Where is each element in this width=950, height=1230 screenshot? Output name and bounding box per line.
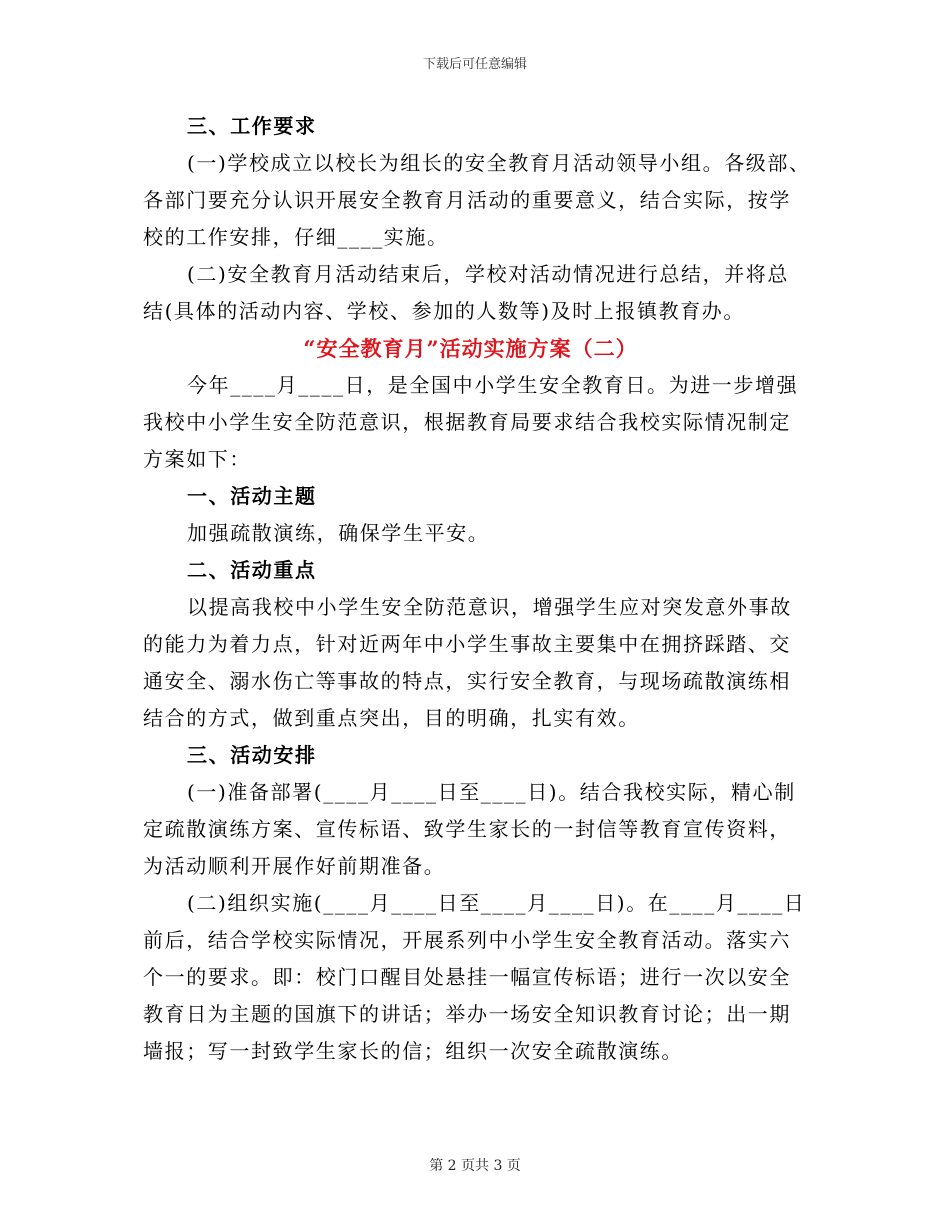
paragraph-line: (一)学校成立以校长为组长的安全教育月活动领导小组。各级部、 (187, 151, 811, 175)
section-heading: 一、活动主题 (187, 484, 317, 508)
paragraph-line: 方案如下： (143, 447, 251, 471)
paragraph-line: 今年____月____日，是全国中小学生安全教育日。为进一步增强 (187, 373, 799, 397)
paragraph-line: 教育日为主题的国旗下的讲话；举办一场安全知识教育讨论；出一期 (143, 1002, 791, 1026)
paragraph-line: 通安全、溺水伤亡等事故的特点，实行安全教育，与现场疏散演练相 (143, 669, 791, 693)
header-note: 下载后可任意编辑 (422, 57, 527, 72)
paragraph-line: (二)组织实施(____月____日至____月____日)。在____月____日 (187, 891, 806, 915)
paragraph-line: 以提高我校中小学生安全防范意识，增强学生应对突发意外事故 (187, 595, 792, 619)
section-heading: 三、活动安排 (187, 743, 317, 767)
paragraph-line: 定疏散演练方案、宣传标语、致学生家长的一封信等教育宣传资料， (143, 817, 791, 841)
paragraph-line: 各部门要充分认识开展安全教育月活动的重要意义，结合实际，按学 (143, 188, 791, 212)
paragraph-line: 为活动顺利开展作好前期准备。 (143, 854, 446, 878)
paragraph-line: 我校中小学生安全防范意识，根据教育局要求结合我校实际情况制定 (143, 410, 791, 434)
paragraph-line: 前后，结合学校实际情况，开展系列中小学生安全教育活动。落实六 (143, 928, 791, 952)
page-number-footer: 第 2 页共 3 页 (429, 1158, 521, 1174)
paragraph-line: 结合的方式，做到重点突出，目的明确，扎实有效。 (143, 706, 640, 730)
section-title: “安全教育月”活动实施方案（二） (303, 336, 638, 361)
paragraph-line: 墙报；写一封致学生家长的信；组织一次安全疏散演练。 (143, 1039, 683, 1063)
paragraph-line: (一)准备部署(____月____日至____日)。结合我校实际，精心制 (187, 780, 796, 804)
section-heading: 二、活动重点 (187, 558, 317, 582)
document-body (143, 108, 811, 1070)
paragraph-line: (二)安全教育月活动结束后，学校对活动情况进行总结，并将总 (187, 262, 790, 286)
paragraph-line: 的能力为着力点，针对近两年中小学生事故主要集中在拥挤踩踏、交 (143, 632, 791, 656)
section-heading: 三、工作要求 (187, 114, 317, 138)
paragraph-line: 加强疏散演练，确保学生平安。 (187, 521, 490, 545)
paragraph-line: 校的工作安排，仔细____实施。 (143, 225, 449, 249)
paragraph-line: 结(具体的活动内容、学校、参加的人数等)及时上报镇教育办。 (143, 299, 746, 323)
paragraph-line: 个一的要求。即：校门口醒目处悬挂一幅宣传标语；进行一次以安全 (143, 965, 791, 989)
